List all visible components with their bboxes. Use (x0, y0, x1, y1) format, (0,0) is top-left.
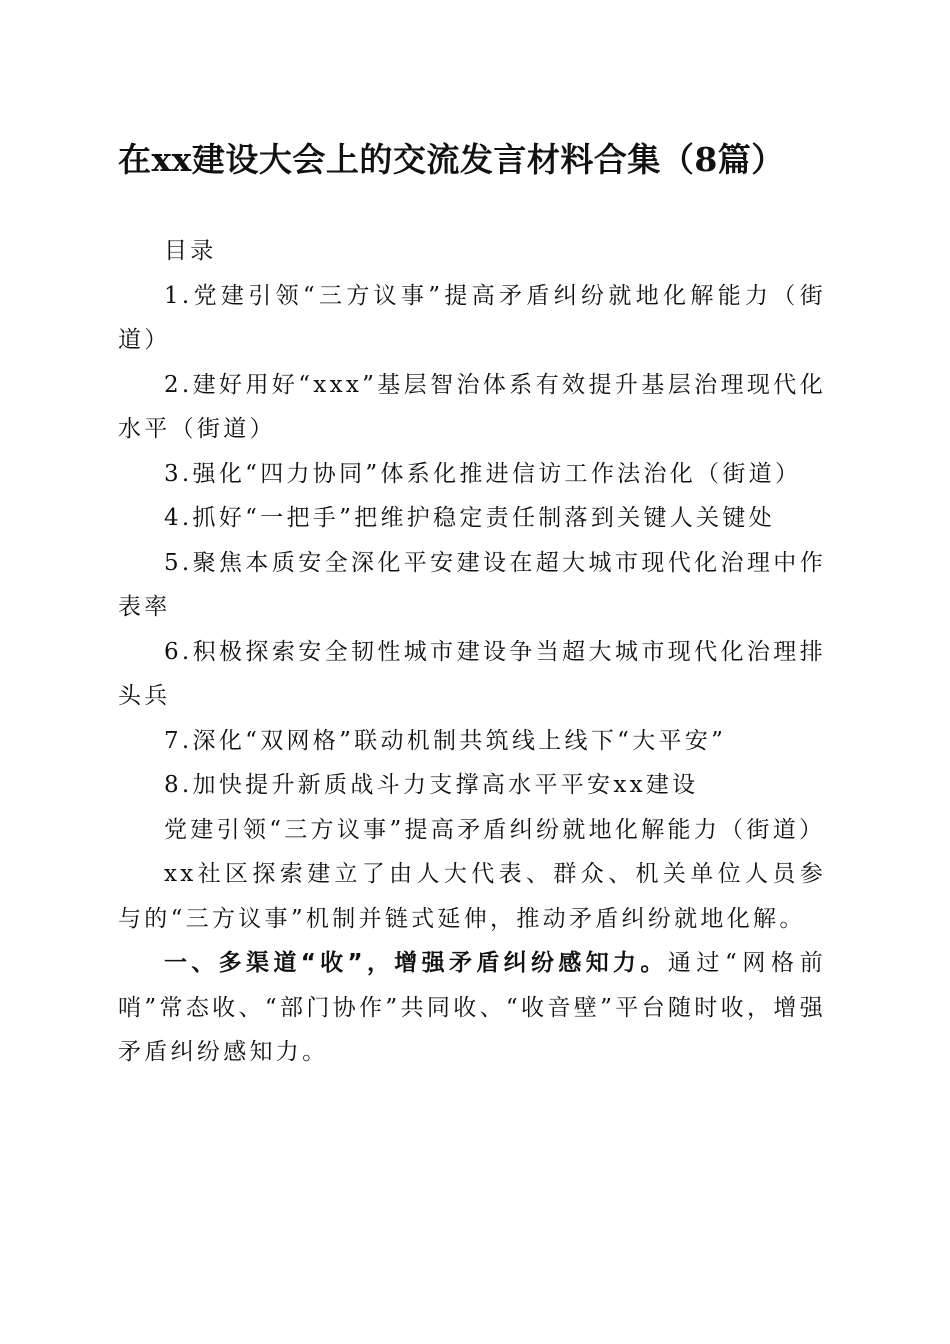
toc-item-7: 7.深化“双网格”联动机制共筑线上线下“大平安” (164, 727, 727, 754)
toc-item-1: 1.党建引领“三方议事”提高矛盾纠纷就地化解能力（街道） (118, 282, 826, 353)
toc-item-6: 6.积极探索安全韧性城市建设争当超大城市现代化治理排头兵 (118, 638, 826, 709)
point-one-paragraph (118, 941, 826, 1075)
toc-item-2: 2.建好用好“xxx”基层智治体系有效提升基层治理现代化水平（街道） (118, 371, 826, 442)
point-one-lead: 一、多渠道“收”，增强矛盾纠纷感知力。 (164, 950, 668, 976)
toc-heading: 目录 (164, 238, 217, 264)
toc-item-3: 3.强化“四力协同”体系化推进信访工作法治化（街道） (164, 460, 802, 487)
point-one-text: 通过“网格前哨”常态收、“部门协作”共同收、“收音壁”平台随时收，增强矛盾纠纷感知力。 (118, 950, 827, 1065)
toc-item-4: 4.抓好“一把手”把维护稳定责任制落到关键人关键处 (164, 505, 775, 531)
toc-item-8: 8.加快提升新质战斗力支撑高水平平安xx建设 (164, 772, 699, 798)
document-title: 在xx建设大会上的交流发言材料合集（8篇） (118, 140, 785, 179)
document-body (118, 229, 826, 1075)
section-heading: 党建引领“三方议事”提高矛盾纠纷就地化解能力（街道） (164, 816, 826, 843)
intro-paragraph: xx社区探索建立了由人大代表、群众、机关单位人员参与的“三方议事”机制并链式延伸，推动矛盾纠纷就地化解。 (118, 861, 826, 932)
toc-item-5: 5.聚焦本质安全深化平安建设在超大城市现代化治理中作表率 (118, 549, 826, 620)
